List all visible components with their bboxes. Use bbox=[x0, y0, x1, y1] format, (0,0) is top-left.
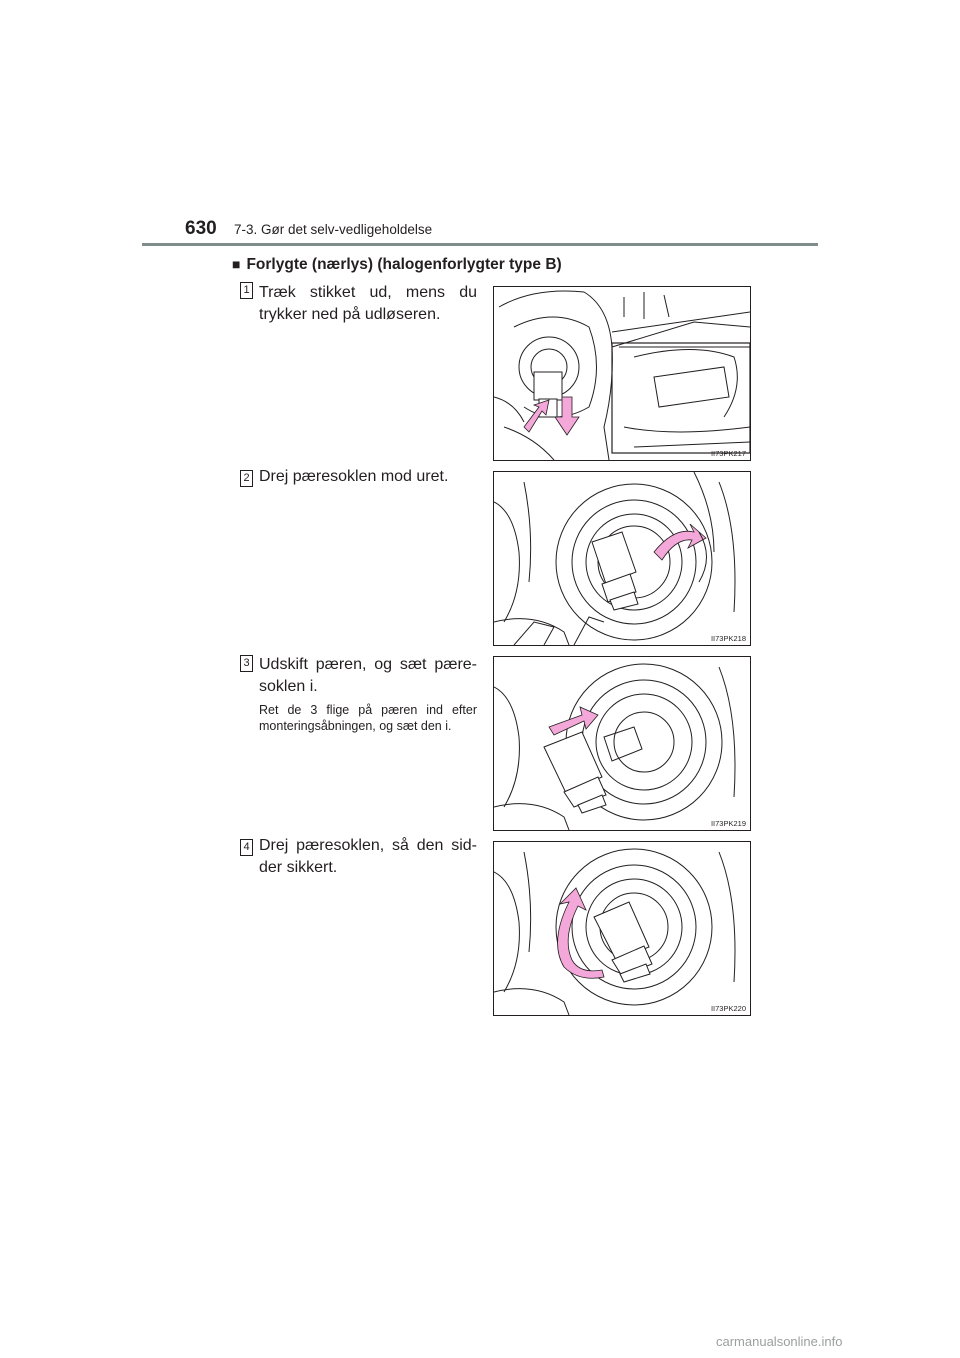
step-3-note: Ret de 3 flige på pæren ind efter monteringsåbningen, og sæt den i. bbox=[259, 703, 477, 733]
figure-code: II73PK218 bbox=[710, 634, 746, 643]
bulb-socket-counterclockwise-illustration bbox=[494, 472, 750, 645]
watermark[interactable]: carmanualsonline.info bbox=[716, 1334, 843, 1349]
step-3-text: Udskift pæren, og sæt pære-soklen i. bbox=[259, 656, 477, 695]
step-2-figure bbox=[493, 471, 751, 646]
header-rule bbox=[142, 243, 818, 246]
figure-code: II73PK219 bbox=[710, 819, 746, 828]
step-3-figure bbox=[493, 656, 751, 831]
step-4-text: Drej pæresoklen, så den sid-der sikkert. bbox=[259, 837, 477, 876]
step-4-figure bbox=[493, 841, 751, 1016]
step-1-text: Træk stikket ud, mens du trykker ned på udløseren. bbox=[259, 284, 477, 323]
bulb-socket-secure-illustration bbox=[494, 842, 750, 1015]
page-number: 630 bbox=[185, 218, 217, 239]
heading bbox=[232, 256, 562, 274]
step-3-badge: 3 bbox=[240, 655, 253, 672]
step-2-badge: 2 bbox=[240, 470, 253, 487]
figure-code: II73PK220 bbox=[710, 1004, 746, 1013]
square-bullet-icon: ■ bbox=[232, 256, 241, 272]
step-2-text: Drej pæresoklen mod uret. bbox=[259, 468, 449, 485]
step-1-figure bbox=[493, 286, 751, 461]
section-title: 7-3. Gør det selv-vedligeholdelse bbox=[234, 222, 433, 237]
bulb-replacement-illustration bbox=[494, 657, 750, 830]
step-4-badge: 4 bbox=[240, 839, 253, 856]
heading-text: Forlygte (nærlys) (halogenforlygter type B) bbox=[246, 256, 562, 273]
connector-illustration bbox=[494, 287, 750, 460]
step-1-badge: 1 bbox=[240, 282, 253, 299]
figure-code: II73PK217 bbox=[710, 449, 746, 458]
